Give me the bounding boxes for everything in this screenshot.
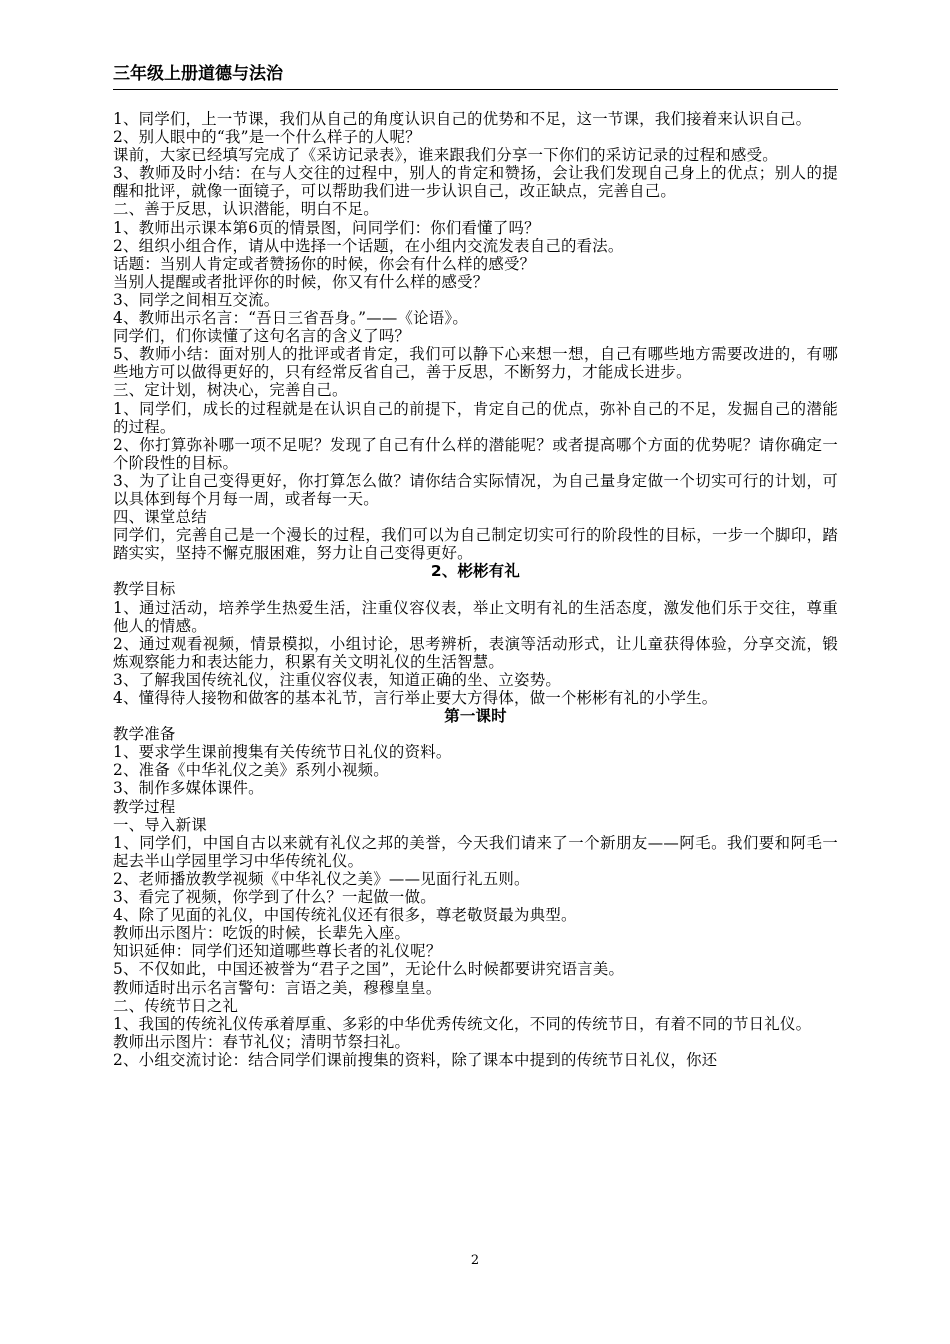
paragraph: 2、组织小组合作，请从中选择一个话题，在小组内交流发表自己的看法。 xyxy=(113,236,624,255)
paragraph: 1、教师出示课本第6页的情景图，问同学们：你们看懂了吗？ xyxy=(113,218,540,237)
paragraph: 2、小组交流讨论：结合同学们课前搜集的资料，除了课本中提到的传统节日礼仪，你还 xyxy=(113,1050,718,1069)
paragraph: 当别人提醒或者批评你的时候，你又有什么样的感受？ xyxy=(113,272,489,291)
paragraph: 3、为了让自己变得更好，你打算怎么做？请你结合实际情况，为自己量身定做一个切实可行的计划，可以具体到每个月每一周，或者每一天。 xyxy=(113,471,838,508)
page-number: 2 xyxy=(470,1253,480,1268)
paragraph: 1、要求学生课前搜集有关传统节日礼仪的资料。 xyxy=(113,743,452,762)
paragraph: 2、别人眼中的“我”是一个什么样子的人呢？ xyxy=(113,128,421,147)
paragraph: 一、导入新课 xyxy=(113,815,207,834)
paragraph: 教师出示图片：吃饭的时候，长辈先入座。 xyxy=(113,924,411,943)
paragraph: 4、懂得待人接物和做客的基本礼节，言行举止要大方得体，做一个彬彬有礼的小学生。 xyxy=(113,689,718,707)
paragraph: 三、定计划，树决心，完善自己。 xyxy=(113,381,348,400)
paragraph: 1、我国的传统礼仪传承着厚重、多彩的中华优秀传统文化，不同的传统节日，有着不同的节日礼仪。 xyxy=(113,1014,812,1033)
paragraph: 教学目标 xyxy=(113,580,176,599)
header-rule xyxy=(113,89,838,90)
paragraph: 1、同学们，中国自古以来就有礼仪之邦的美誉，今天我们请来了一个新朋友——阿毛。我们要和阿毛一起去半山学园里学习中华传统礼仪。 xyxy=(113,833,838,870)
paragraph: 知识延伸：同学们还知道哪些尊长者的礼仪呢？ xyxy=(113,942,442,961)
section-heading: 2、彬彬有礼 xyxy=(430,562,521,581)
paragraph: 4、教师出示名言：“吾日三省吾身。”——《论语》。 xyxy=(113,309,468,328)
document-body xyxy=(113,110,838,1069)
paragraph: 5、不仅如此，中国还被誉为“君子之国”，无论什么时候都要讲究语言美。 xyxy=(113,960,625,979)
paragraph: 3、同学之间相互交流。 xyxy=(113,290,280,309)
paragraph: 2、老师播放教学视频《中华礼仪之美》——见面行礼五则。 xyxy=(113,869,530,888)
paragraph: 3、制作多媒体课件。 xyxy=(113,779,264,798)
running-header: 三年级上册道德与法治 xyxy=(113,64,283,84)
paragraph: 教学准备 xyxy=(113,725,176,744)
paragraph: 1、同学们，成长的过程就是在认识自己的前提下，肯定自己的优点，弥补自己的不足，发掘自己的潜能的过程。 xyxy=(113,399,838,436)
paragraph: 二、传统节日之礼 xyxy=(113,996,239,1015)
paragraph: 1、同学们，上一节课，我们从自己的角度认识自己的优势和不足，这一节课，我们接着来认识自己。 xyxy=(113,110,812,128)
paragraph: 2、准备《中华礼仪之美》系列小视频。 xyxy=(113,761,389,780)
paragraph: 2、你打算弥补哪一项不足呢？发现了自己有什么样的潜能呢？或者提高哪个方面的优势呢？请你确定一个阶段性的目标。 xyxy=(113,435,838,472)
paragraph: 四、课堂总结 xyxy=(113,508,207,527)
paragraph: 二、善于反思，认识潜能，明白不足。 xyxy=(113,200,379,219)
paragraph: 教师适时出示名言警句：言语之美，穆穆皇皇。 xyxy=(113,978,442,997)
paragraph: 教学过程 xyxy=(113,797,176,816)
paragraph: 2、通过观看视频，情景模拟，小组讨论，思考辨析，表演等活动形式，让儿童获得体验，分享交流，锻炼观察能力和表达能力，积累有关文明礼仪的生活智慧。 xyxy=(113,634,838,671)
paragraph: 同学们，们你读懂了这句名言的含义了吗？ xyxy=(113,327,411,346)
paragraph: 教师出示图片：春节礼仪；清明节祭扫礼。 xyxy=(113,1032,411,1051)
paragraph: 4、除了见面的礼仪，中国传统礼仪还有很多，尊老敬贤最为典型。 xyxy=(113,906,577,925)
paragraph: 5、教师小结：面对别人的批评或者肯定，我们可以静下心来想一想，自己有哪些地方需要改进的，有哪些地方可以做得更好的，只有经常反省自己，善于反思，不断努力，才能成长进步。 xyxy=(113,345,838,382)
paragraph: 同学们，完善自己是一个漫长的过程，我们可以为自己制定切实可行的阶段性的目标，一步一个脚印，踏踏实实，坚持不懈克服困难，努力让自己变得更好。 xyxy=(113,526,838,563)
paragraph: 3、看完了视频，你学到了什么？一起做一做。 xyxy=(113,888,436,907)
section-heading: 第一课时 xyxy=(444,707,507,726)
paragraph: 3、了解我国传统礼仪，注重仪容仪表，知道正确的坐、立姿势。 xyxy=(113,670,561,689)
paragraph: 话题：当别人肯定或者赞扬你的时候，你会有什么样的感受？ xyxy=(113,254,536,273)
paragraph: 课前，大家已经填写完成了《采访记录表》，谁来跟我们分享一下你们的采访记录的过程和感受。 xyxy=(113,146,778,165)
paragraph: 3、教师及时小结：在与人交往的过程中，别人的肯定和赞扬，会让我们发现自己身上的优点；别人的提醒和批评，就像一面镜子，可以帮助我们进一步认识自己，改正缺点，完善自己。 xyxy=(113,164,838,201)
paragraph: 1、通过活动，培养学生热爱生活，注重仪容仪表，举止文明有礼的生活态度，激发他们乐于交往，尊重他人的情感。 xyxy=(113,598,838,635)
